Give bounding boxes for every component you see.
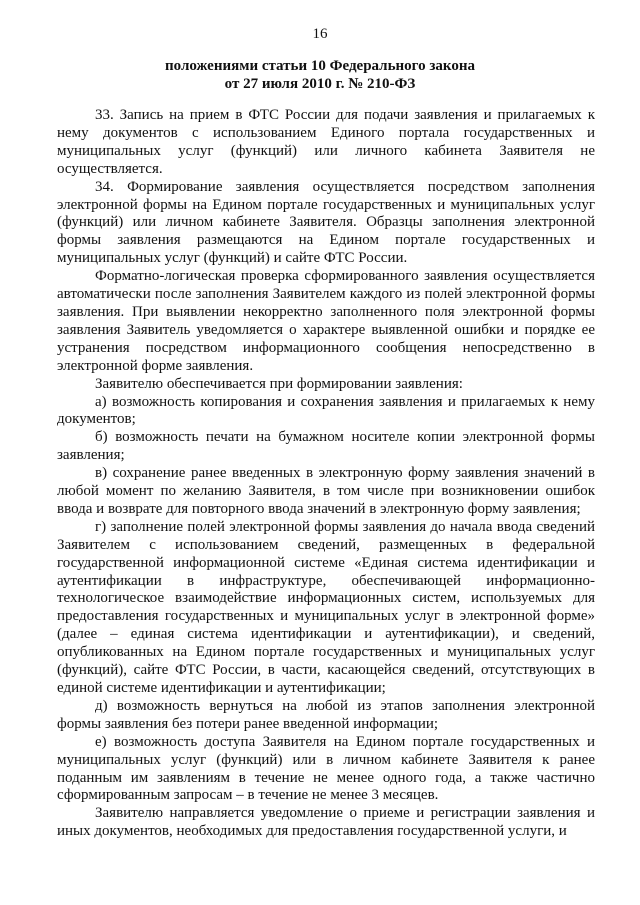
- paragraph-provided-intro: Заявителю обеспечивается при формировании заявления:: [95, 375, 463, 392]
- paragraph-33: 33. Запись на прием в ФТС России для подачи заявления и прилагаемых к нему документов с использованием Единого портала государственных и муниципальных услуг (функций) или личного кабинета Заявителя не осуществляется.: [57, 107, 595, 177]
- list-item-g: г) заполнение полей электронной формы заявления до начала ввода сведений Заявителем с использованием сведений, размещенных в федеральной государственной информационной системе «Единая система идентификации и аутентификации в инфраструктуре, обеспечивающей информационно-технологическое взаимодействие информационных систем, используемых для предоставления государственных и муниципальных услуг в электронной форме» (далее – единая система идентификации и аутентификации), и сведений, опубликованных на Едином портале государственных и муниципальных услуг (функций), сайте ФТС России, в части, касающейся сведений, отсутствующих в единой системе идентификации и аутентификации;: [57, 518, 595, 696]
- heading-line-1: положениями статьи 10 Федерального закона: [165, 58, 475, 74]
- list-item-a: а) возможность копирования и сохранения заявления и прилагаемых к нему документов;: [57, 393, 595, 428]
- list-item-v: в) сохранение ранее введенных в электронную форму заявления значений в любой момент по желанию Заявителя, в том числе при возникновении ошибок ввода и возврате для повторного ввода значений в электронную форму заявления;: [57, 465, 595, 517]
- section-heading: [0, 57, 640, 93]
- document-body: [57, 107, 595, 841]
- paragraph-34: 34. Формирование заявления осуществляется посредством заполнения электронной формы на Едином портале государственных и муниципальных услуг (функций) или личном кабинете Заявителя. Образцы заполнения электронной формы заявления размещаются на Едином портале государственных и муниципальных услуг (функций) и сайте ФТС России.: [57, 178, 595, 267]
- list-item-b: б) возможность печати на бумажном носителе копии электронной формы заявления;: [57, 429, 595, 464]
- list-item-d: д) возможность вернуться на любой из этапов заполнения электронной формы заявления без потери ранее введенной информации;: [57, 697, 595, 732]
- paragraph-notification: Заявителю направляется уведомление о приеме и регистрации заявления и иных документов, необходимых для предоставления государственной услуги, и: [57, 805, 595, 840]
- paragraph-format-check: Форматно-логическая проверка сформированного заявления осуществляется автоматически после заполнения Заявителем каждого из полей электронной формы заявления. При выявлении некорректно заполненного поля электронной формы заявления Заявитель уведомляется о характере выявленной ошибки и порядке ее устранения посредством информационного сообщения непосредственно в электронной форме заявления.: [57, 268, 595, 374]
- page-number: 16: [312, 26, 328, 42]
- list-item-e: е) возможность доступа Заявителя на Едином портале государственных и муниципальных услуг (функций) или в личном кабинете Заявителя к ранее поданным им заявлениям в течение не менее одного года, а также частично сформированным запросам – в течение не менее 3 месяцев.: [57, 733, 595, 804]
- heading-line-2: от 27 июля 2010 г. № 210-ФЗ: [224, 76, 416, 92]
